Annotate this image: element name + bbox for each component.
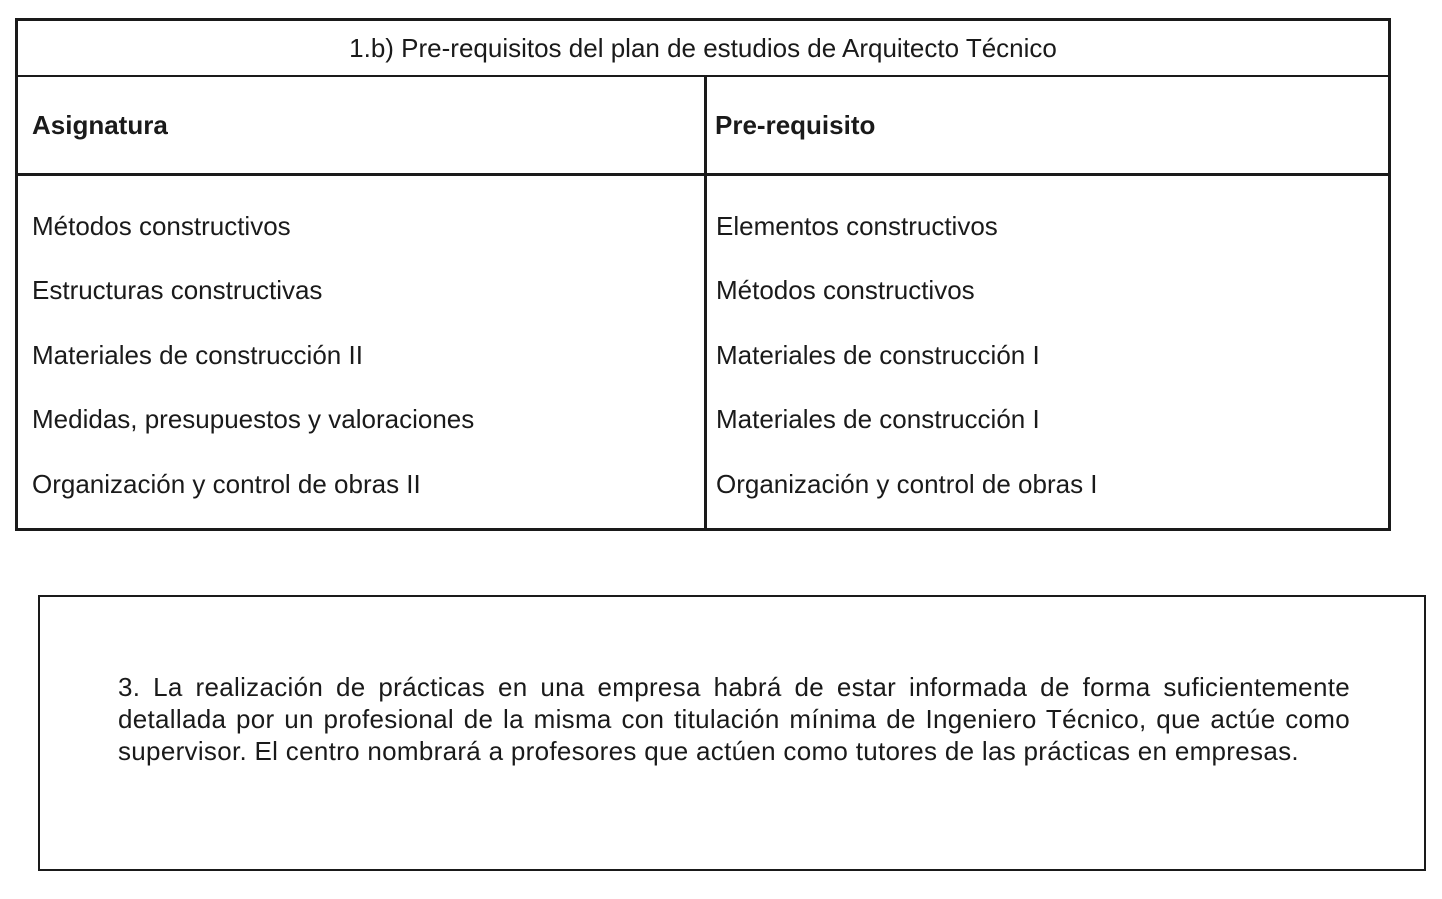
cell-prerequisite: Elementos constructivos — [716, 210, 998, 241]
table-row — [18, 258, 1388, 322]
cell-prerequisite: Métodos constructivos — [716, 274, 975, 305]
table-row — [18, 452, 1388, 516]
header-subject: Asignatura — [32, 109, 168, 140]
header-prerequisite: Pre-requisito — [715, 109, 876, 140]
note-box — [38, 595, 1426, 871]
table-row — [18, 387, 1388, 451]
cell-subject: Organización y control de obras II — [32, 468, 421, 499]
cell-subject: Medidas, presupuestos y valoraciones — [32, 403, 475, 434]
table-row — [18, 194, 1388, 258]
cell-prerequisite: Materiales de construcción I — [716, 403, 1040, 434]
cell-prerequisite: Materiales de construcción I — [716, 339, 1040, 370]
table-title: 1.b) Pre-requisitos del plan de estudios de Arquitecto Técnico — [18, 21, 1388, 77]
table-header-row — [18, 77, 1388, 176]
cell-subject: Materiales de construcción II — [32, 339, 363, 370]
note-text: 3. La realización de prácticas en una empresa habrá de estar informada de forma suficientemente detallada por un profesional de la misma con titulación mínima de Ingeniero Técnico, que actúe como supervisor. El centro nombrará a profesores que actúen como tutores de las prácticas en empresas. — [118, 672, 1350, 766]
cell-subject: Estructuras constructivas — [32, 274, 323, 305]
table-row — [18, 323, 1388, 387]
prerequisites-table — [15, 18, 1391, 531]
cell-subject: Métodos constructivos — [32, 210, 291, 241]
cell-prerequisite: Organización y control de obras I — [716, 468, 1098, 499]
